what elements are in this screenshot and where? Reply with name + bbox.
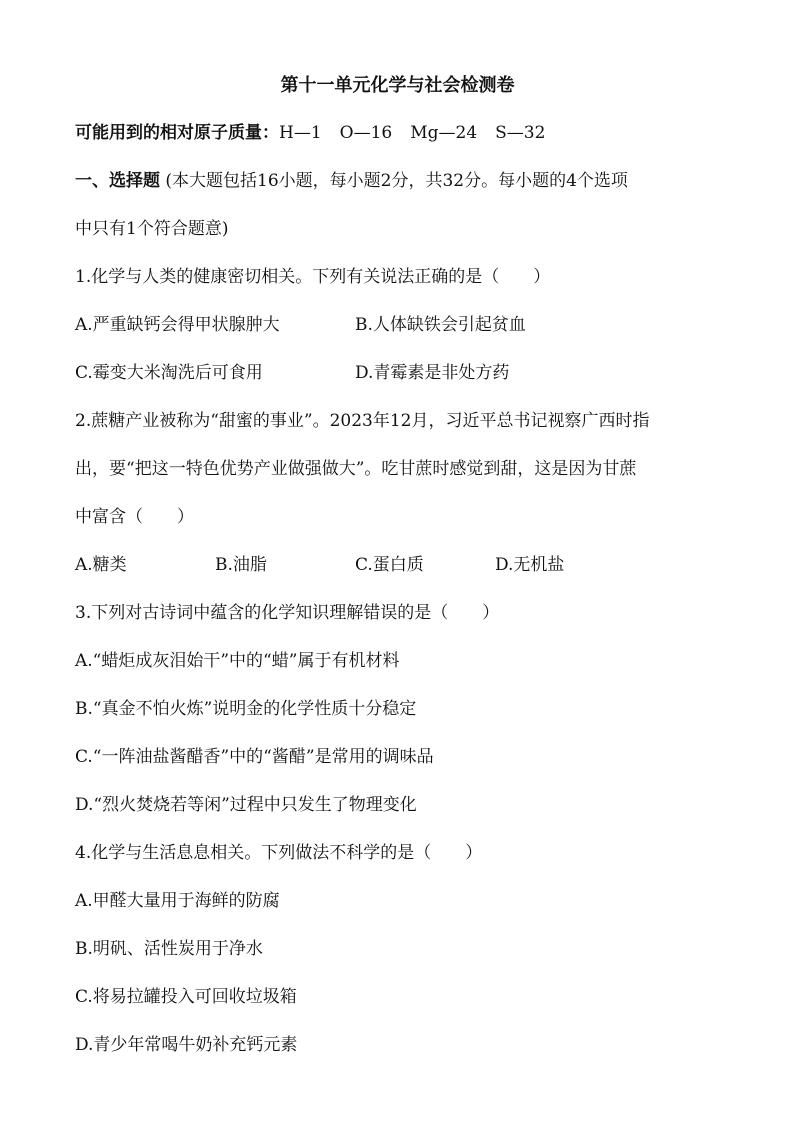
- question-2-stem-line3: 中富含（ ）: [75, 507, 194, 527]
- section-description: (本大题包括16小题，每小题2分，共32分。每小题的4个选项: [165, 171, 628, 191]
- question-1-option-a: A.严重缺钙会得甲状腺肿大: [75, 315, 280, 335]
- atomic-mass-s: S—32: [495, 123, 546, 143]
- atomic-mass-line: [75, 121, 563, 145]
- question-2-stem-line1: 2.蔗糖产业被称为“甜蜜的事业”。2023年12月，习近平总书记视察广西时指: [75, 411, 650, 431]
- question-3-option-c: C.“一阵油盐酱醋香”中的“酱醋”是常用的调味品: [75, 747, 434, 767]
- question-3-option-a: A.“蜡炬成灰泪始干”中的“蜡”属于有机材料: [75, 651, 400, 671]
- question-2-stem-line2: 出，要“把这一特色优势产业做强做大”。吃甘蔗时感觉到甜，这是因为甘蔗: [75, 459, 637, 479]
- section-header: [75, 169, 628, 193]
- question-2-option-b: B.油脂: [215, 555, 267, 575]
- atomic-mass-label: 可能用到的相对原子质量：: [75, 123, 279, 143]
- question-3-option-d: D.“烈火焚烧若等闲”过程中只发生了物理变化: [75, 795, 417, 815]
- question-4-option-b: B.明矾、活性炭用于净水: [75, 939, 263, 959]
- question-1-option-d: D.青霉素是非处方药: [355, 363, 510, 383]
- atomic-mass-o: O—16: [339, 123, 393, 143]
- question-1-options-row1: [75, 313, 526, 337]
- question-4-option-a: A.甲醛大量用于海鲜的防腐: [75, 891, 280, 911]
- question-3-option-b: B.“真金不怕火炼”说明金的化学性质十分稳定: [75, 699, 417, 719]
- question-4-stem: 4.化学与生活息息相关。下列做法不科学的是（ ）: [75, 843, 483, 863]
- question-4-option-d: D.青少年常喝牛奶补充钙元素: [75, 1035, 298, 1055]
- question-4-option-c: C.将易拉罐投入可回收垃圾箱: [75, 987, 297, 1007]
- question-2-option-a: A.糖类: [75, 555, 127, 575]
- question-1-option-b: B.人体缺铁会引起贫血: [355, 315, 526, 335]
- section-heading: 一、选择题: [75, 171, 160, 191]
- question-2-options: [75, 553, 564, 577]
- question-2-option-d: D.无机盐: [495, 555, 565, 575]
- question-3-stem: 3.下列对古诗词中蕴含的化学知识理解错误的是（ ）: [75, 603, 500, 623]
- page-title: 第十一单元化学与社会检测卷: [280, 75, 515, 96]
- question-1-option-c: C.霉变大米淘洗后可食用: [75, 363, 263, 383]
- question-1-stem: 1.化学与人类的健康密切相关。下列有关说法正确的是（ ）: [75, 267, 551, 287]
- section-description-cont: 中只有1个符合题意): [75, 219, 229, 239]
- atomic-mass-mg: Mg—24: [410, 123, 478, 143]
- question-1-options-row2: [75, 361, 509, 385]
- question-2-option-c: C.蛋白质: [355, 555, 424, 575]
- atomic-mass-h: H—1: [279, 123, 322, 143]
